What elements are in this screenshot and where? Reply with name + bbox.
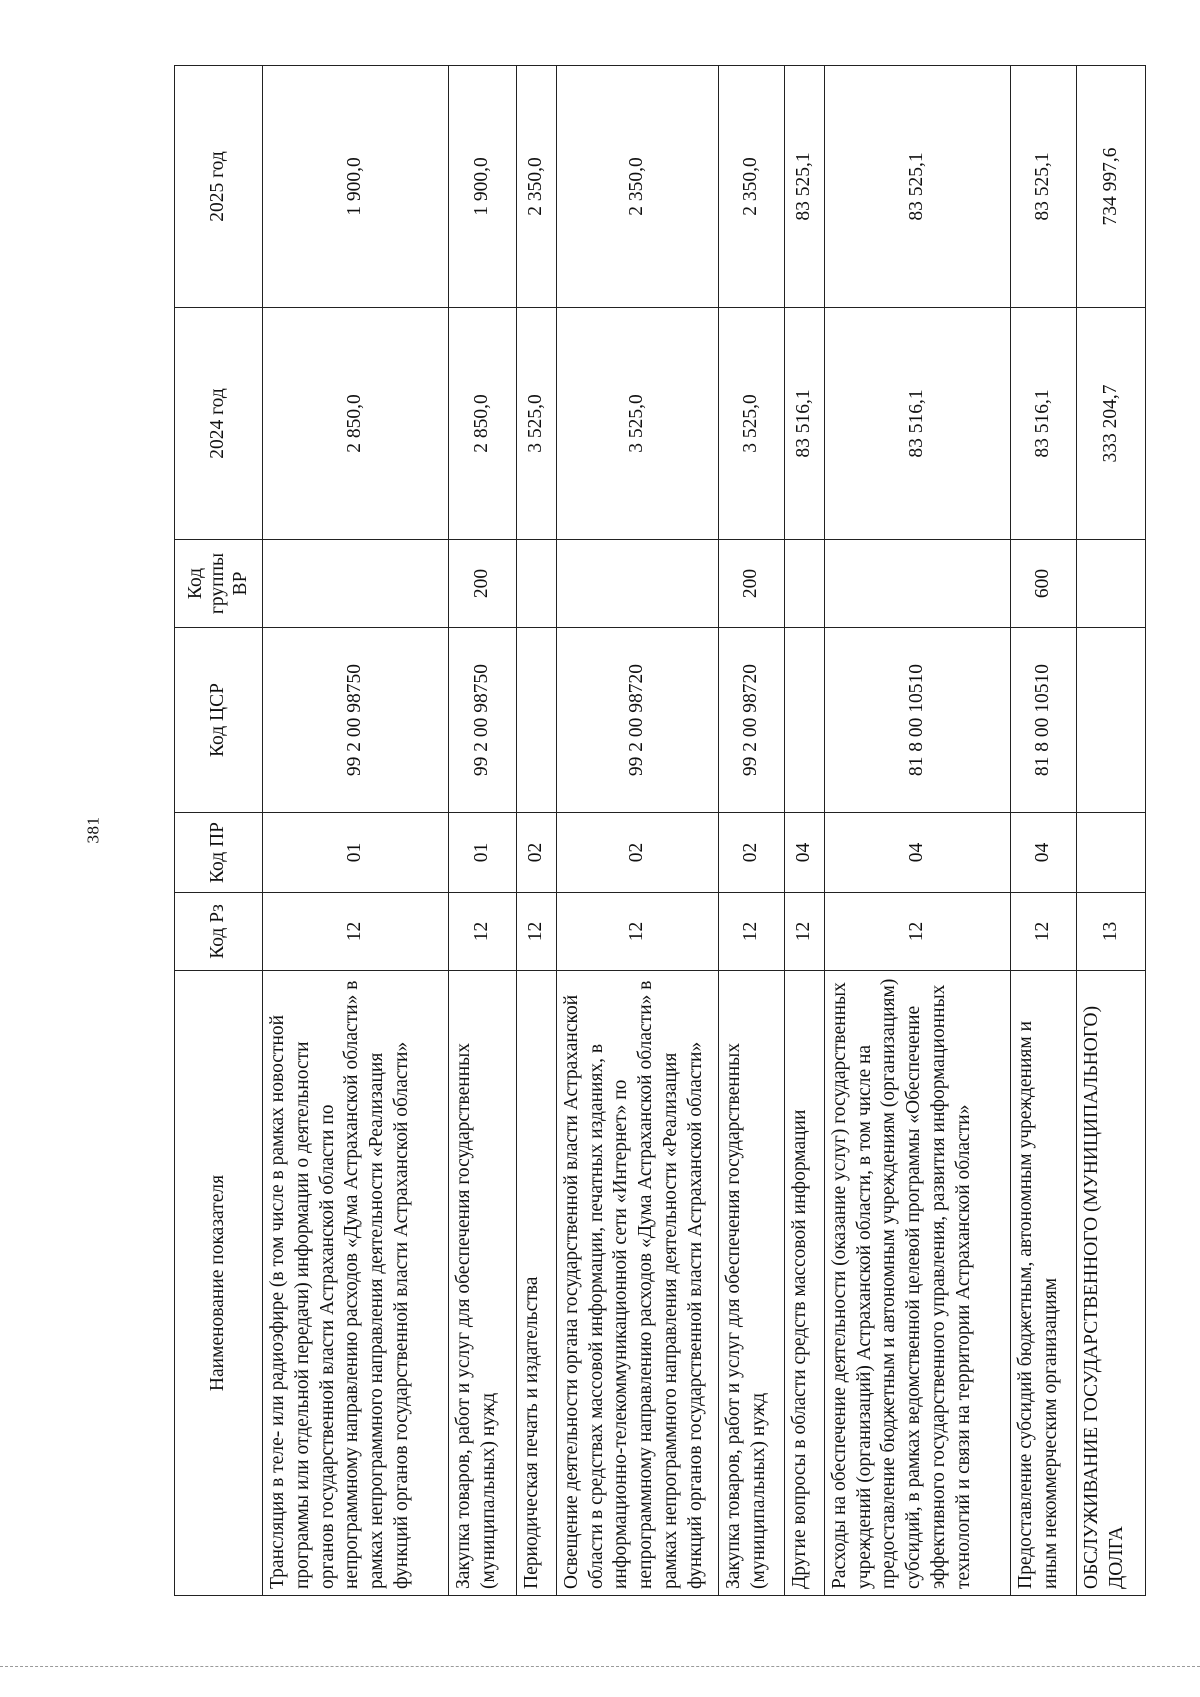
cell-csr <box>785 628 825 813</box>
cell-rz: 12 <box>556 893 719 971</box>
cell-csr: 81 8 00 10510 <box>1011 628 1077 813</box>
header-rz: Код Рз <box>175 893 263 971</box>
cell-2025: 83 525,1 <box>1011 66 1077 308</box>
cell-vr <box>517 540 557 628</box>
cell-name: Другие вопросы в области средств массовой информации <box>785 971 825 1596</box>
cell-pr: 01 <box>263 813 449 893</box>
cell-2024: 3 525,0 <box>517 308 557 540</box>
cell-vr: 200 <box>449 540 517 628</box>
cell-rz: 13 <box>1076 893 1145 971</box>
cell-name: Предоставление субсидий бюджетным, автономным учреждениям и иным некоммерческим организациям <box>1011 971 1077 1596</box>
header-vr: Код группы ВР <box>175 540 263 628</box>
header-2025: 2025 год <box>175 66 263 308</box>
cell-vr <box>785 540 825 628</box>
scan-edge-divider <box>0 1666 1200 1667</box>
cell-vr: 200 <box>719 540 785 628</box>
cell-2025: 2 350,0 <box>719 66 785 308</box>
cell-pr: 02 <box>719 813 785 893</box>
cell-pr: 02 <box>556 813 719 893</box>
cell-csr <box>517 628 557 813</box>
cell-name: ОБСЛУЖИВАНИЕ ГОСУДАРСТВЕННОГО (МУНИЦИПАЛЬНОГО) ДОЛГА <box>1076 971 1145 1596</box>
cell-2025: 1 900,0 <box>449 66 517 308</box>
cell-rz: 12 <box>1011 893 1077 971</box>
header-2024: 2024 год <box>175 308 263 540</box>
header-csr: Код ЦСР <box>175 628 263 813</box>
cell-2024: 83 516,1 <box>785 308 825 540</box>
cell-2024: 333 204,7 <box>1076 308 1145 540</box>
cell-2024: 3 525,0 <box>556 308 719 540</box>
cell-pr: 04 <box>785 813 825 893</box>
cell-vr <box>263 540 449 628</box>
cell-vr <box>556 540 719 628</box>
cell-name: Освещение деятельности органа государственной власти Астраханской области в средствах массовой информации, печатных изданиях, в информационно-телекоммуникационной сети «Интернет» по непрограммному направлению расходов «Дума Астраханской области» в рамках непрограммного направления деятельности «Реализация функций органов государственной власти Астраханской области» <box>556 971 719 1596</box>
cell-2025: 83 525,1 <box>785 66 825 308</box>
cell-name: Закупка товаров, работ и услуг для обеспечения государственных (муниципальных) нужд <box>719 971 785 1596</box>
cell-2025: 1 900,0 <box>263 66 449 308</box>
cell-csr: 81 8 00 10510 <box>824 628 1010 813</box>
header-name: Наименование показателя <box>175 971 263 1596</box>
cell-2024: 2 850,0 <box>449 308 517 540</box>
rotated-table-container <box>174 66 1146 1596</box>
cell-pr: 04 <box>824 813 1010 893</box>
table-row <box>449 66 517 1596</box>
cell-rz: 12 <box>263 893 449 971</box>
cell-rz: 12 <box>517 893 557 971</box>
table-row <box>719 66 785 1596</box>
cell-csr: 99 2 00 98750 <box>263 628 449 813</box>
cell-pr: 01 <box>449 813 517 893</box>
cell-2024: 3 525,0 <box>719 308 785 540</box>
table-row <box>785 66 825 1596</box>
page-number: 381 <box>83 816 103 844</box>
cell-2025: 2 350,0 <box>556 66 719 308</box>
table-row <box>1011 66 1077 1596</box>
cell-name: Закупка товаров, работ и услуг для обеспечения государственных (муниципальных) нужд <box>449 971 517 1596</box>
cell-2024: 83 516,1 <box>824 308 1010 540</box>
cell-pr <box>1076 813 1145 893</box>
table-row <box>517 66 557 1596</box>
cell-rz: 12 <box>719 893 785 971</box>
cell-2024: 2 850,0 <box>263 308 449 540</box>
cell-rz: 12 <box>824 893 1010 971</box>
header-pr: Код ПР <box>175 813 263 893</box>
budget-table <box>174 65 1146 1596</box>
cell-vr <box>824 540 1010 628</box>
cell-vr <box>1076 540 1145 628</box>
cell-csr <box>1076 628 1145 813</box>
cell-rz: 12 <box>785 893 825 971</box>
cell-pr: 02 <box>517 813 557 893</box>
cell-csr: 99 2 00 98720 <box>719 628 785 813</box>
cell-name: Трансляция в теле- или радиоэфире (в том числе в рамках новостной программы или отдельной передачи) информации о деятельности органов государственной власти Астраханской области по непрограммному направлению расходов «Дума Астраханской области» в рамках непрограммного направления деятельности «Реализация функций органов государственной власти Астраханской области» <box>263 971 449 1596</box>
cell-csr: 99 2 00 98750 <box>449 628 517 813</box>
cell-2025: 2 350,0 <box>517 66 557 308</box>
cell-name: Расходы на обеспечение деятельности (оказание услуг) государственных учреждений (организаций) Астраханской области, в том числе на предоставление бюджетным и автономным учреждениям (организациям) субсидий, в рамках ведомственной целевой программы «Обеспечение эффективного государственного управления, развития информационных технологий и связи на территории Астраханской области» <box>824 971 1010 1596</box>
table-row <box>263 66 449 1596</box>
cell-2025: 83 525,1 <box>824 66 1010 308</box>
table-row <box>556 66 719 1596</box>
cell-2024: 83 516,1 <box>1011 308 1077 540</box>
cell-pr: 04 <box>1011 813 1077 893</box>
table-header-row <box>175 66 263 1596</box>
cell-2025: 734 997,6 <box>1076 66 1145 308</box>
cell-name: Периодическая печать и издательства <box>517 971 557 1596</box>
table-row <box>1076 66 1145 1596</box>
cell-csr: 99 2 00 98720 <box>556 628 719 813</box>
table-row <box>824 66 1010 1596</box>
cell-rz: 12 <box>449 893 517 971</box>
cell-vr: 600 <box>1011 540 1077 628</box>
